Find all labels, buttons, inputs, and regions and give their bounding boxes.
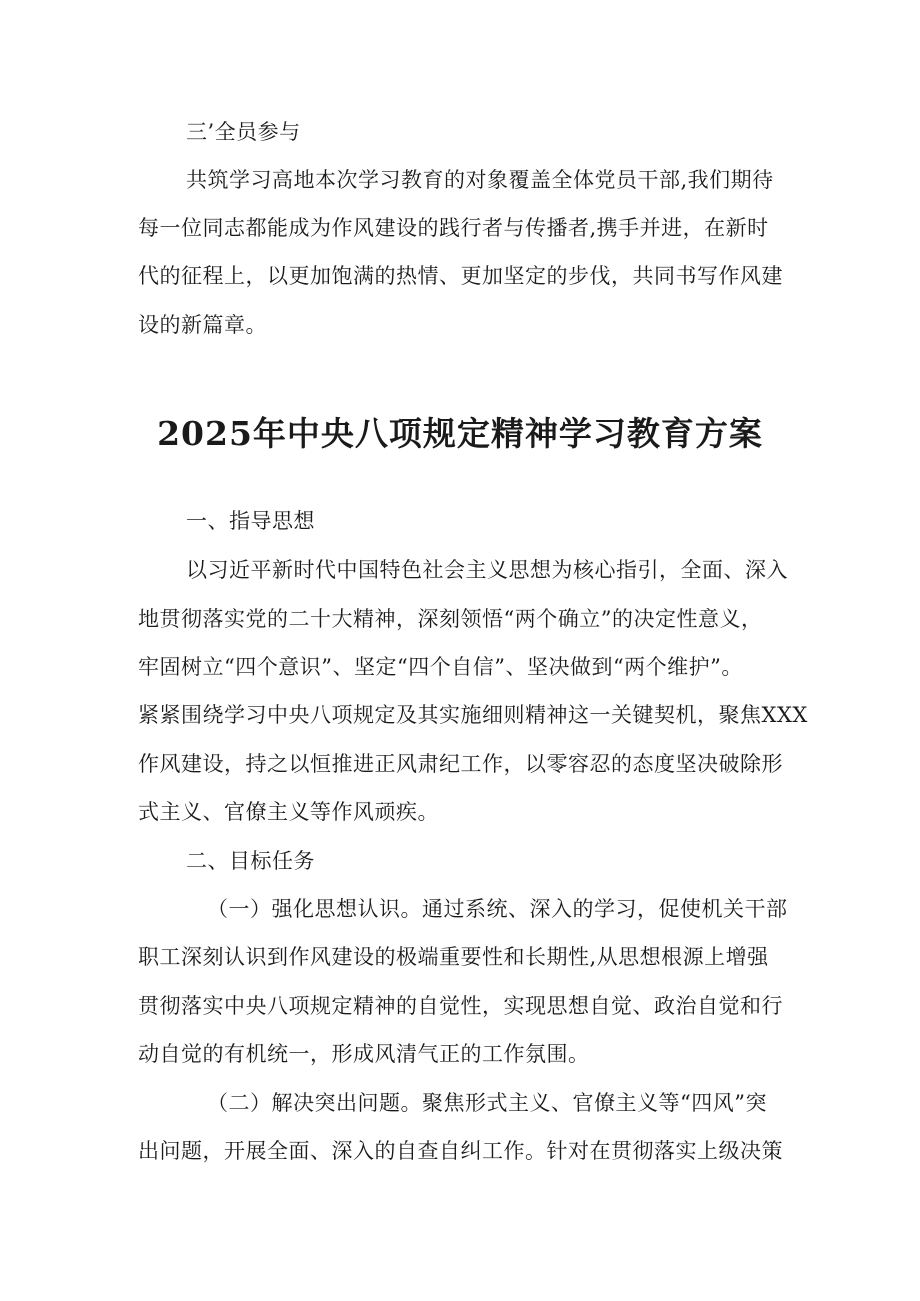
section-heading-guiding-thought: 一、指导思想 [186, 509, 315, 533]
paragraph-line: 出问题，开展全面、深入的自查自纠工作。针对在贯彻落实上级决策 [138, 1139, 783, 1163]
section-heading-goals-tasks: 二、目标任务 [186, 849, 315, 873]
section-heading-participation: 三’全员参与 [186, 120, 301, 144]
paragraph-line: （一）强化思想认识。通过系统、深入的学习，促使机关干部 [207, 897, 788, 921]
paragraph-line: 设的新篇章。 [138, 313, 267, 337]
paragraph-line: 以习近平新时代中国特色社会主义思想为核心指引，全面、深入 [186, 558, 788, 582]
paragraph-line: 代的征程上，以更加饱满的热情、更加坚定的步伐，共同书写作风建 [138, 264, 783, 288]
paragraph-line: 职工深刻认识到作风建设的极端重要性和长期性,从思想根源上增强 [138, 945, 769, 969]
paragraph-line: 每一位同志都能成为作风建设的践行者与传播者,携手并进，在新时 [138, 216, 769, 240]
paragraph-line: 紧紧围绕学习中央八项规定及其实施细则精神这一关键契机，聚焦XXX [138, 703, 808, 727]
paragraph-line: 作风建设，持之以恒推进正风肃纪工作，以零容忍的态度坚决破除形 [138, 752, 783, 776]
paragraph-line: 式主义、官僚主义等作风顽疾。 [138, 800, 439, 824]
paragraph-line: 牢固树立“四个意识”、坚定“四个自信”、坚决做到“两个维护”。 [138, 655, 743, 679]
paragraph-line: 地贯彻落实党的二十大精神，深刻领悟“两个确立”的决定性意义， [138, 607, 763, 631]
paragraph-line: 动自觉的有机统一，形成风清气正的工作氛围。 [138, 1042, 590, 1066]
paragraph-line: （二）解决突出问题。聚焦形式主义、官僚主义等“四风”突 [207, 1091, 767, 1115]
document-title: 2025年中央八项规定精神学习教育方案 [157, 414, 763, 453]
paragraph-line: 共筑学习高地本次学习教育的对象覆盖全体党员干部,我们期待 [186, 168, 774, 192]
paragraph-line: 贯彻落实中央八项规定精神的自觉性，实现思想自觉、政治自觉和行 [138, 994, 783, 1018]
